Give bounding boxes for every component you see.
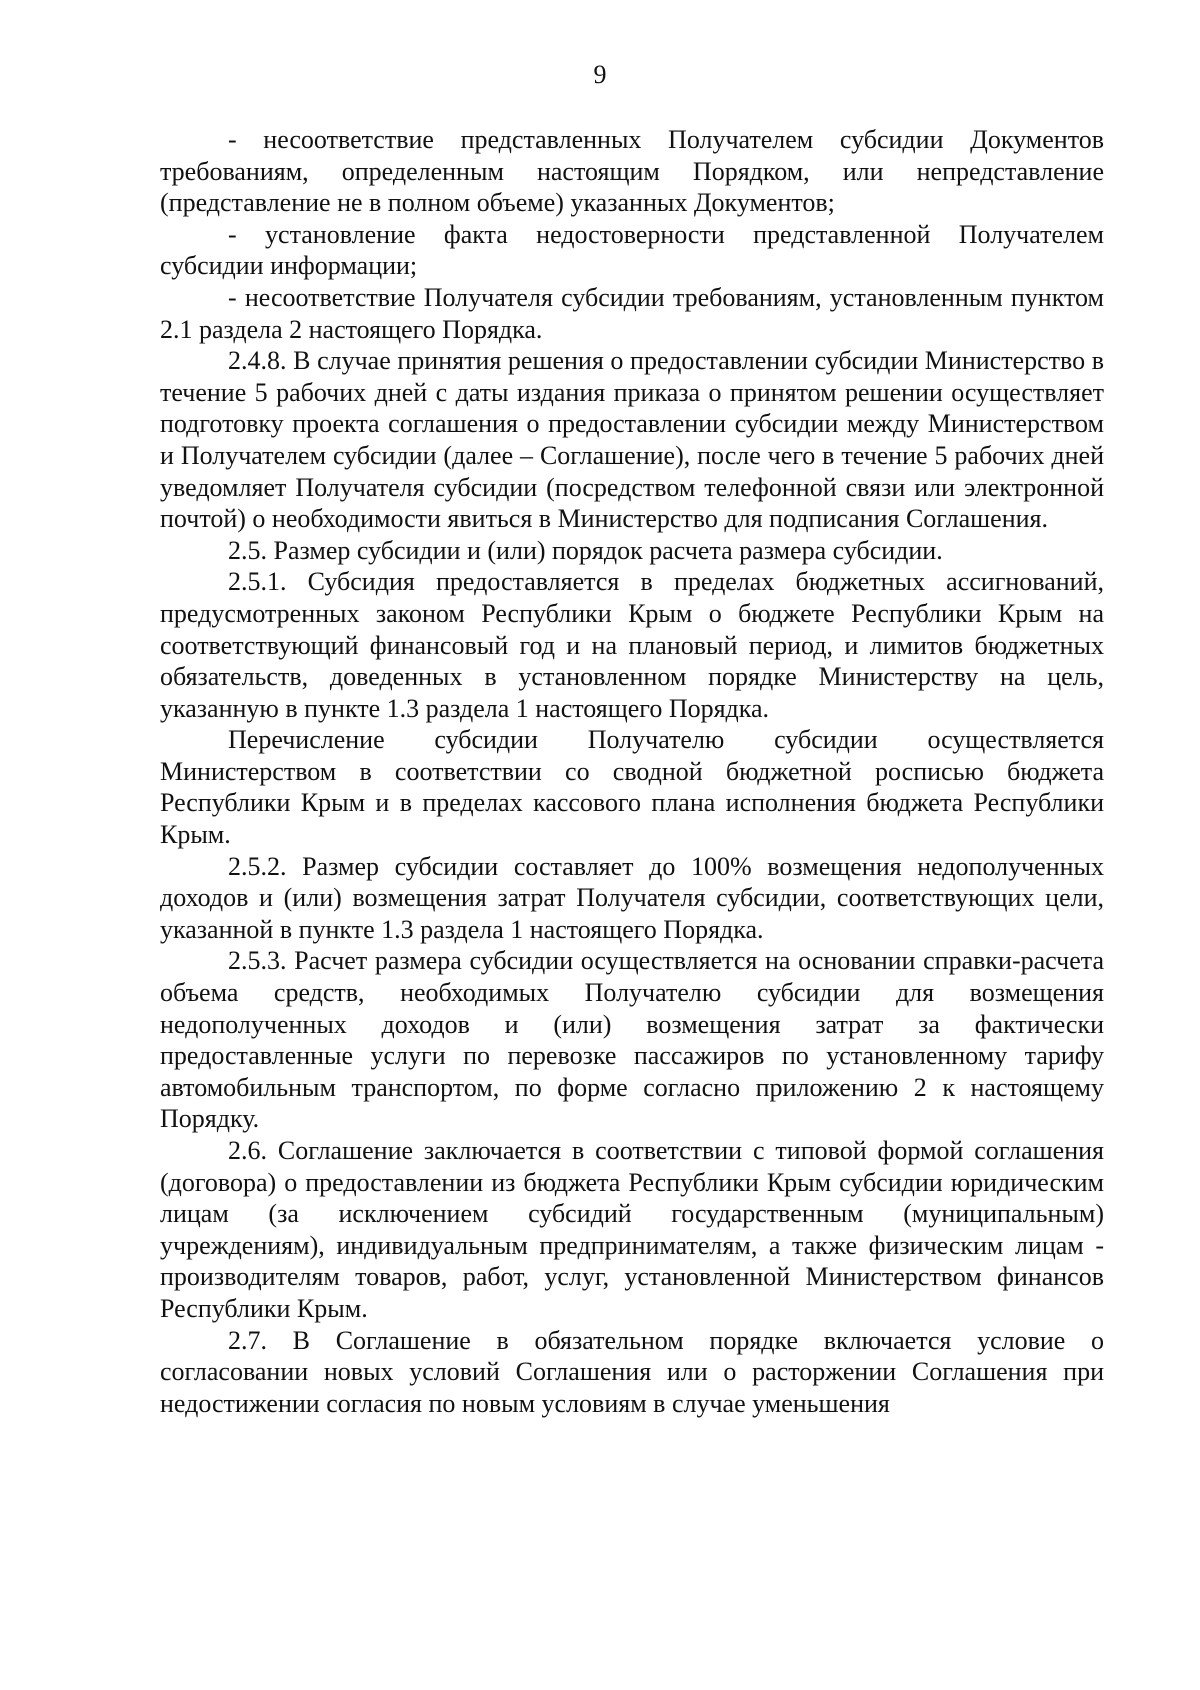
paragraph-nonconformity-documents: - несоответствие представленных Получателем субсидии Документов требованиям, определенным настоящим Порядком, или непредставление (представление не в полном объеме) указанных Документов;: [160, 125, 1104, 218]
page-number: 9: [593, 60, 607, 89]
paragraph-2-4-8: 2.4.8. В случае принятия решения о предоставлении субсидии Министерство в течение 5 рабочих дней с даты издания приказа о принятом решении осуществляет подготовку проекта соглашения о предоставлении субсидии между Министерством и Получателем субсидии (далее – Соглашение), после чего в течение 5 рабочих дней уведомляет Получателя субсидии (посредством телефонной связи или электронной почтой) о необходимости явиться в Министерство для подписания Соглашения.: [160, 346, 1104, 534]
paragraph-2-5-3: 2.5.3. Расчет размера субсидии осуществляется на основании справки-расчета объема средств, необходимых Получателю субсидии для возмещения недополученных доходов и (или) возмещения затрат за фактически предоставленные услуги по перевозке пассажиров по установленному тарифу автомобильным транспортом, по форме согласно приложению 2 к настоящему Порядку.: [160, 946, 1104, 1134]
paragraph-2-5-1: 2.5.1. Субсидия предоставляется в пределах бюджетных ассигнований, предусмотренных законом Республики Крым о бюджете Республики Крым на соответствующий финансовый год и на плановый период, и лимитов бюджетных обязательств, доведенных в установленном порядке Министерству на цель, указанную в пункте 1.3 раздела 1 настоящего Порядка.: [160, 567, 1104, 723]
paragraph-nonconformity-recipient: - несоответствие Получателя субсидии требованиям, установленным пунктом 2.1 раздела 2 настоящего Порядка.: [160, 282, 1104, 344]
paragraph-2-5-2: 2.5.2. Размер субсидии составляет до 100% возмещения недополученных доходов и (или) возмещения затрат Получателя субсидии, соответствующих цели, указанной в пункте 1.3 раздела 1 настоящего Порядка.: [160, 851, 1104, 944]
paragraph-2-5: 2.5. Размер субсидии и (или) порядок расчета размера субсидии.: [228, 535, 943, 565]
paragraph-2-7: 2.7. В Соглашение в обязательном порядке включается условие о согласовании новых условий Соглашения или о расторжении Соглашения при недостижении согласия по новым условиям в случае уменьшения: [160, 1325, 1104, 1418]
paragraph-2-6: 2.6. Соглашение заключается в соответствии с типовой формой соглашения (договора) о предоставлении из бюджета Республики Крым субсидии юридическим лицам (за исключением субсидий государственным (муниципальным) учреждениям), индивидуальным предпринимателям, а также физическим лицам - производителям товаров, работ, услуг, установленной Министерством финансов Республики Крым.: [160, 1136, 1104, 1323]
paragraph-transfer-subsidy: Перечисление субсидии Получателю субсидии осуществляется Министерством в соответствии со сводной бюджетной росписью бюджета Республики Крым и в пределах кассового плана исполнения бюджета Республики Крым.: [160, 725, 1104, 850]
document-body: [160, 124, 1104, 1419]
paragraph-unreliable-information: - установление факта недостоверности представленной Получателем субсидии информации;: [160, 219, 1104, 281]
